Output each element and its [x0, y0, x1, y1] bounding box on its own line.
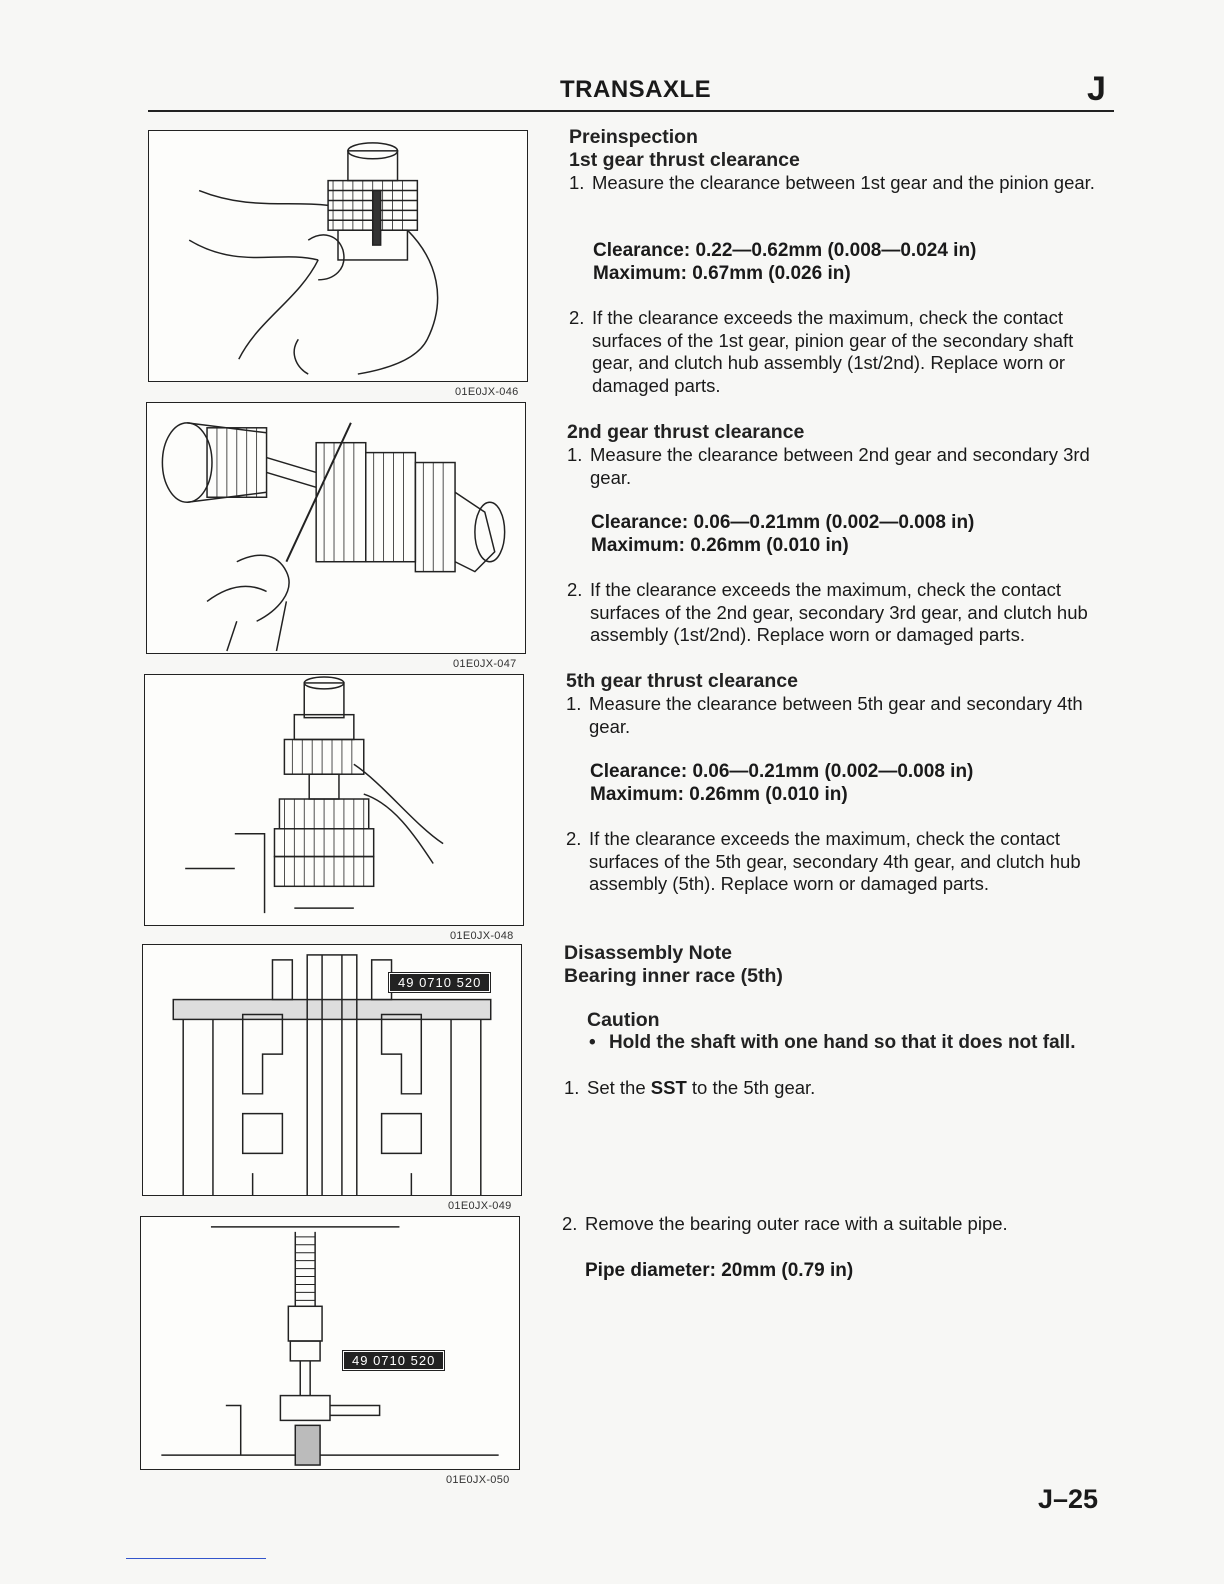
disassembly-step-1: 1. Set the SST to the 5th gear. [564, 1077, 816, 1098]
fifth-gear-maximum: Maximum: 0.26mm (0.010 in) [590, 784, 848, 805]
fifth-gear-heading: 5th gear thrust clearance [566, 670, 798, 692]
disassembly-heading: Disassembly Note [564, 942, 732, 964]
figure-1st-gear-measure [148, 130, 528, 382]
second-gear-clearance: Clearance: 0.06—0.21mm (0.002—0.008 in) [591, 512, 975, 533]
first-gear-clearance: Clearance: 0.22—0.62mm (0.008—0.024 in) [593, 240, 977, 261]
caution-item: • Hold the shaft with one hand so that it does not fall. [589, 1032, 1076, 1053]
second-gear-heading: 2nd gear thrust clearance [567, 421, 805, 443]
sst-label: 49 0710 520 [389, 973, 490, 992]
second-gear-step-2: 2. If the clearance exceeds the maximum, check the contact surfaces of the 2nd gear, secondary 3rd gear, and clutch hub assembly (1st/2nd). Replace worn or damaged parts. [567, 579, 1088, 645]
sst-label: 49 0710 520 [343, 1351, 444, 1370]
first-gear-step-2: 2. If the clearance exceeds the maximum, check the contact surfaces of the 1st gear, pinion gear of the secondary shaft gear, and clutch hub assembly (1st/2nd). Replace worn or damaged parts. [569, 307, 1074, 396]
footer-link-rule [126, 1558, 266, 1559]
second-gear-maximum: Maximum: 0.26mm (0.010 in) [591, 535, 849, 556]
first-gear-step-1: 1. Measure the clearance between 1st gear and the pinion gear. [569, 172, 1095, 193]
figure-pipe-removal [140, 1216, 520, 1470]
fifth-gear-clearance: Clearance: 0.06—0.21mm (0.002—0.008 in) [590, 761, 974, 782]
stack-measure-illustration [145, 675, 523, 925]
figure-code: 01E0JX-047 [453, 658, 517, 670]
disassembly-subheading: Bearing inner race (5th) [564, 965, 783, 987]
gear-measure-illustration [149, 131, 527, 381]
caution-heading: Caution [587, 1009, 660, 1031]
figure-code: 01E0JX-046 [455, 386, 519, 398]
shaft-measure-illustration [147, 403, 525, 653]
figure-code: 01E0JX-050 [446, 1474, 510, 1486]
figure-5th-gear-measure [144, 674, 524, 926]
header-divider [148, 110, 1114, 112]
first-gear-maximum: Maximum: 0.67mm (0.026 in) [593, 263, 851, 284]
figure-2nd-gear-measure [146, 402, 526, 654]
bullet-icon: • [589, 1032, 596, 1053]
page-title: TRANSAXLE [560, 76, 712, 103]
second-gear-step-1: 1. Measure the clearance between 2nd gear and secondary 3rd gear. [567, 444, 1090, 488]
fifth-gear-step-2: 2. If the clearance exceeds the maximum, check the contact surfaces of the 5th gear, secondary 4th gear, and clutch hub assembly (5th). Replace worn or damaged parts. [566, 828, 1081, 894]
figure-code: 01E0JX-049 [448, 1200, 512, 1212]
pipe-diameter: Pipe diameter: 20mm (0.79 in) [585, 1260, 854, 1281]
preinspection-heading: Preinspection [569, 126, 698, 148]
section-letter: J [1087, 70, 1106, 108]
first-gear-heading: 1st gear thrust clearance [569, 149, 800, 171]
fifth-gear-step-1: 1. Measure the clearance between 5th gear and secondary 4th gear. [566, 693, 1083, 737]
page-number: J–25 [1038, 1484, 1099, 1514]
press-illustration [141, 1217, 519, 1469]
figure-sst-setup [142, 944, 522, 1196]
figure-code: 01E0JX-048 [450, 930, 514, 942]
disassembly-step-2: 2. Remove the bearing outer race with a suitable pipe. [562, 1213, 1008, 1234]
